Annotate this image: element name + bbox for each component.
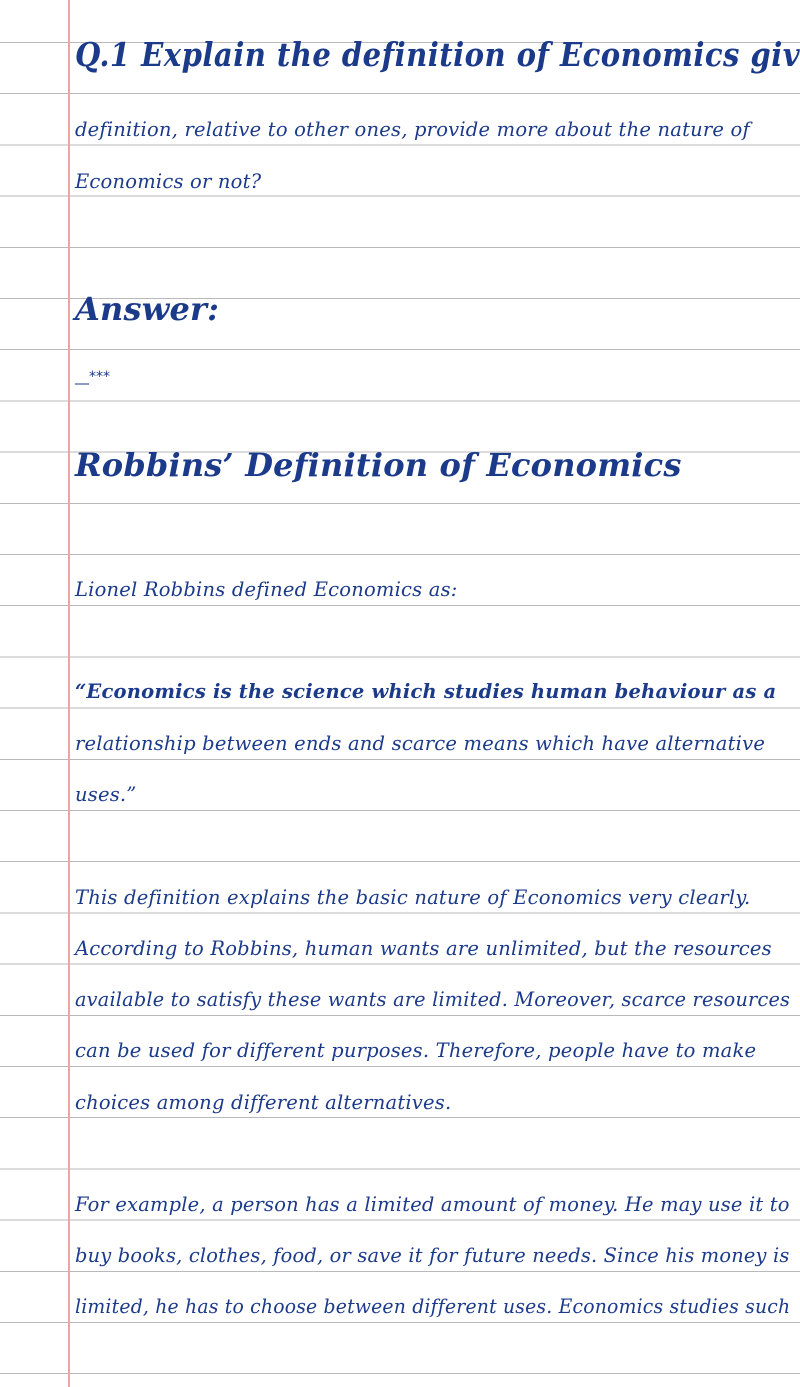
intro-line: Lionel Robbins defined Economics as:	[75, 578, 458, 601]
section-heading: Robbins’ Definition of Economics	[75, 446, 682, 484]
paragraph2-line-1: For example, a person has a limited amount of money. He may use it to	[75, 1193, 790, 1216]
quote-line-2: relationship between ends and scarce means which have alternative	[75, 732, 766, 755]
paragraph2-line-2: buy books, clothes, food, or save it for future needs. Since his money is	[75, 1244, 790, 1267]
paragraph1-line-3: available to satisfy these wants are limited. Moreover, scarce resources	[75, 988, 791, 1011]
paragraph1-line-1: This definition explains the basic nature of Economics very clearly.	[75, 886, 751, 909]
paragraph1-line-5: choices among different alternatives.	[75, 1091, 452, 1114]
question-title: Q.1 Explain the definition of Economics giv	[75, 35, 800, 74]
paragraph2-line-3: limited, he has to choose between different uses. Economics studies such	[75, 1295, 791, 1318]
paragraph1-line-4: can be used for different purposes. Therefore, people have to make	[75, 1039, 757, 1062]
quote-line-1: “Economics is the science which studies human behaviour as a	[75, 680, 777, 703]
quote-line-3: uses.”	[75, 783, 137, 806]
red-margin-line	[68, 0, 70, 1387]
question-line-1: definition, relative to other ones, provide more about the nature of	[75, 118, 750, 141]
answer-label: Answer:	[75, 290, 220, 328]
paragraph1-line-2: According to Robbins, human wants are unlimited, but the resources	[75, 937, 772, 960]
separator: __***	[75, 369, 110, 385]
question-line-2: Economics or not?	[75, 170, 262, 193]
